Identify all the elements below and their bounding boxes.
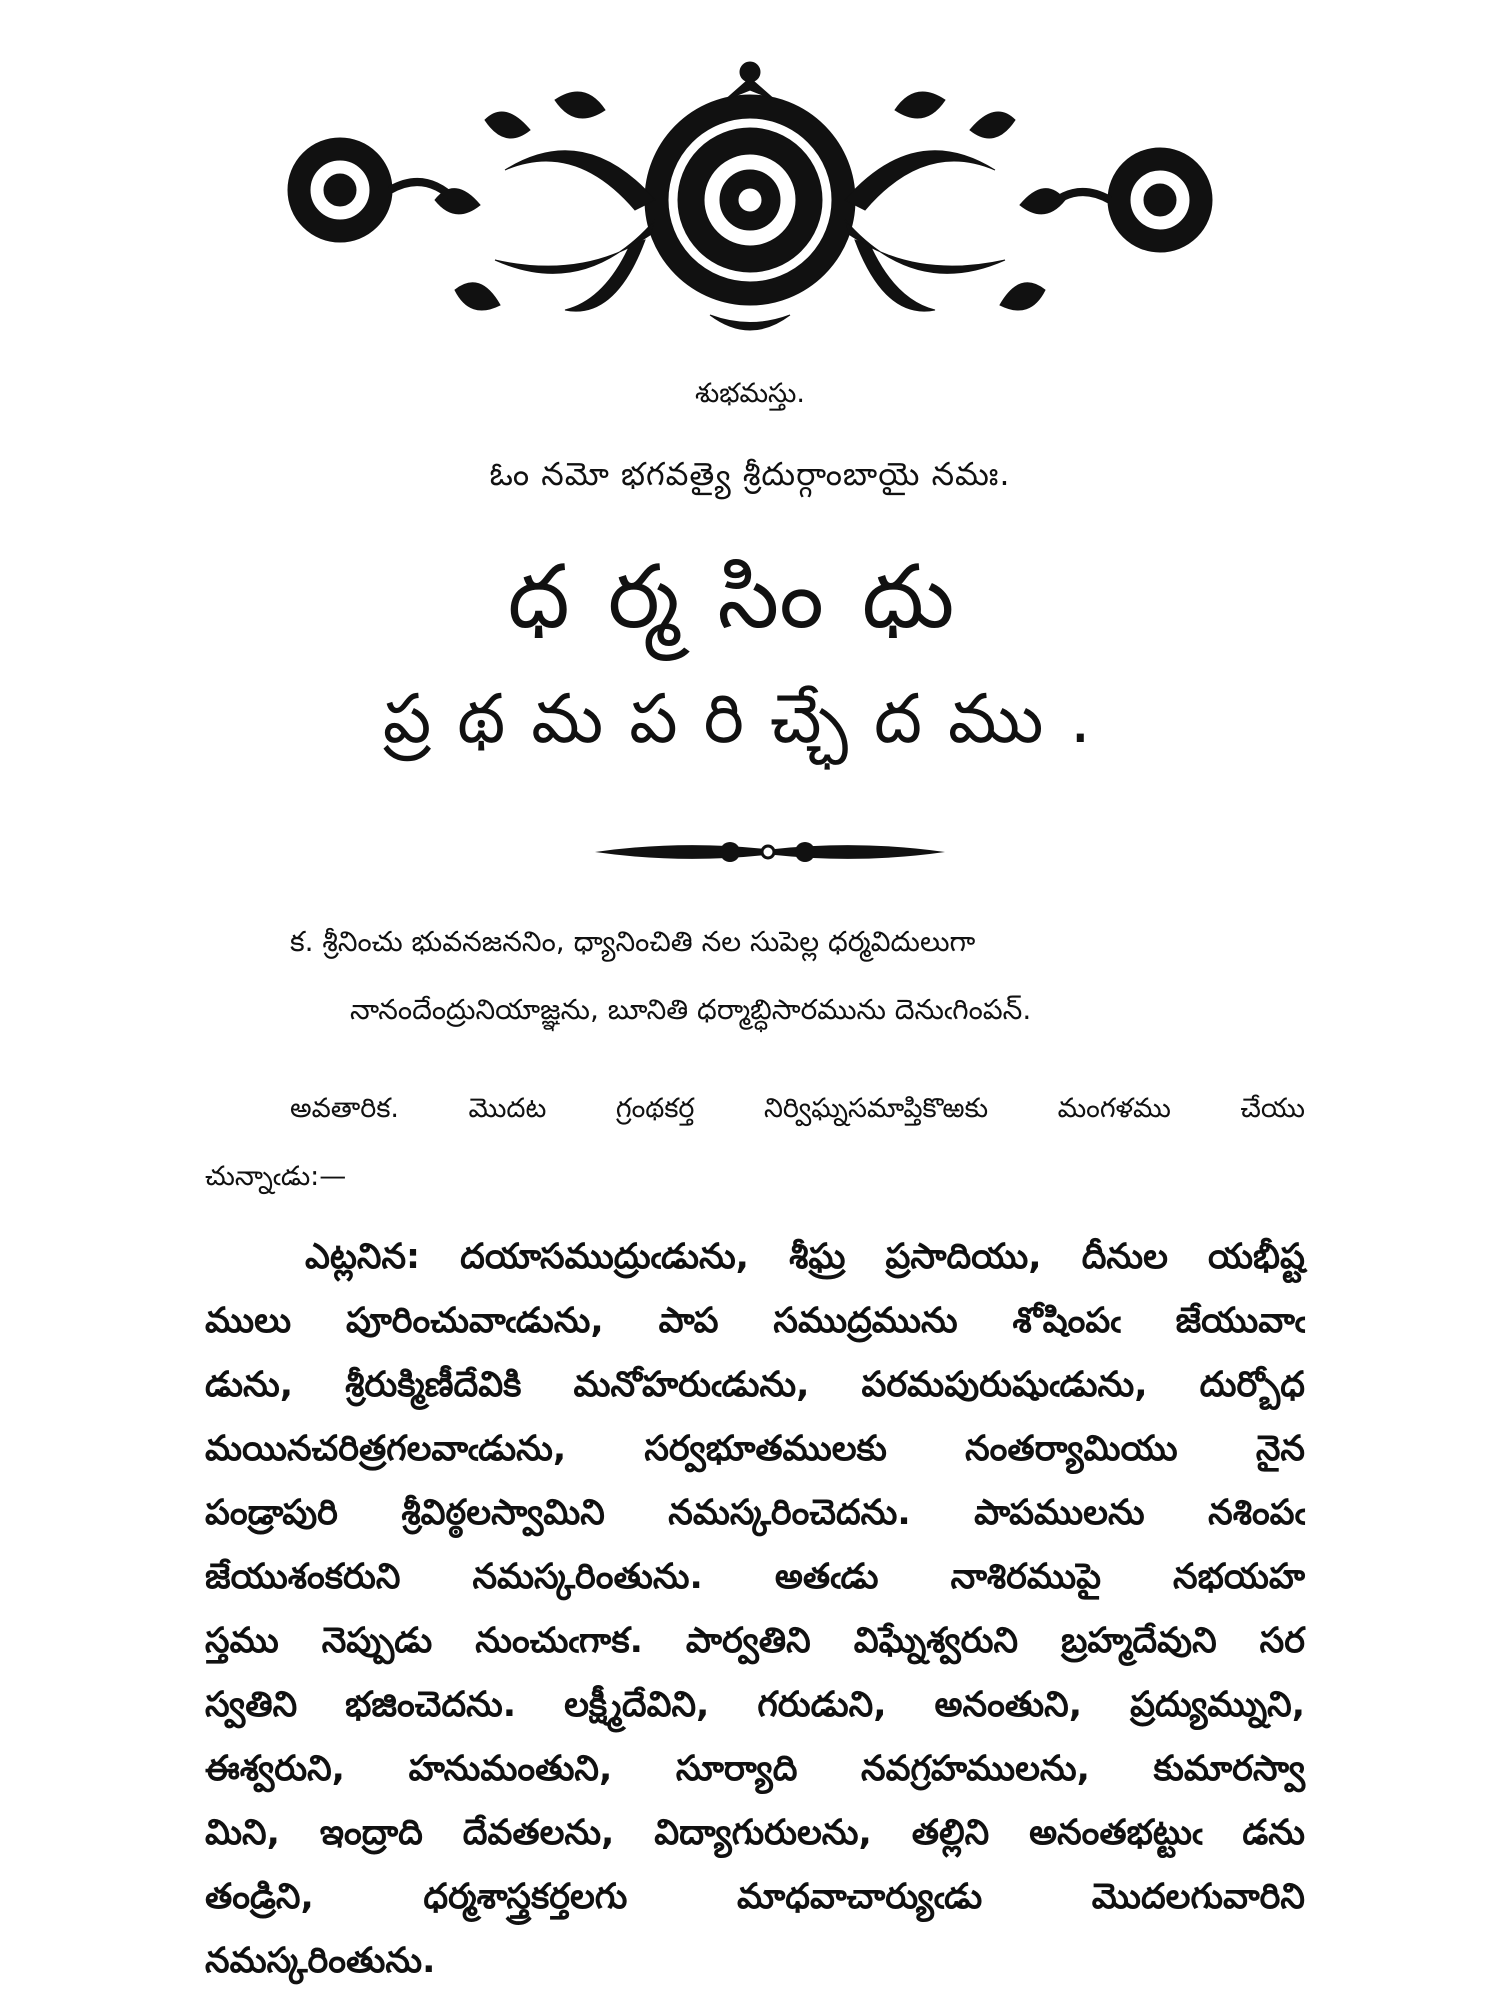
commentary-line-2: చున్నాఁడు:— bbox=[205, 1161, 347, 1192]
body-line: ములు పూరించువాఁడును, పాప సముద్రమును శోషింపఁ జేయువాఁ bbox=[205, 1301, 1305, 1341]
verse-line-1: క. శ్రీనించు భువనజననిం, ధ్యానించితి నల సుపెల్ల ధర్మవిదులుగా bbox=[290, 925, 976, 958]
commentary-line-1: అవతారిక. మొదట గ్రంథకర్త నిర్విఘ్నసమాప్తికొఱకు మంగళము చేయు bbox=[290, 1093, 1305, 1124]
invocation-text: ఓం నమో భగవత్యై శ్రీదుర్గాంబాయై నమః. bbox=[489, 455, 1011, 493]
body-line: స్తము నెప్పుడు నుంచుఁగాక. పార్వతిని విఘ్నేశ్వరుని బ్రహ్మదేవుని సర bbox=[205, 1621, 1305, 1661]
body-paragraph bbox=[205, 1225, 1305, 1993]
body-line: స్వతిని భజించెదను. లక్ష్మీదేవిని, గరుడుని, అనంతుని, ప్రద్యుమ్నుని, bbox=[205, 1685, 1305, 1725]
verse-line-2: నానందేంద్రునియాజ్ఞను, బూనితి ధర్మాబ్ధిసారమును దెనుఁగింపన్. bbox=[350, 993, 1032, 1026]
body-line: మిని, ఇంద్రాది దేవతలను, విద్యాగురులను, తల్లిని అనంతభట్టుఁ డను bbox=[205, 1813, 1305, 1853]
commentary-block bbox=[205, 1075, 1305, 1211]
body-line: తండ్రిని, ధర్మశాస్త్రకర్తలగు మాధవాచార్యుఁడు మొదలగువారిని bbox=[205, 1877, 1305, 1917]
body-line: డును, శ్రీరుక్మిణీదేవికి మనోహరుఁడును, పరమపురుషుఁడును, దుర్బోధ bbox=[205, 1365, 1305, 1405]
body-line: పండ్రాపురి శ్రీవిఠ్ఠలస్వామిని నమస్కరించెదను. పాపములను నశింపఁ bbox=[205, 1493, 1305, 1533]
body-line: నమస్కరింతును. bbox=[205, 1941, 436, 1981]
body-line: ఈశ్వరుని, హనుమంతుని, సూర్యాది నవగ్రహములను, కుమారస్వా bbox=[205, 1749, 1305, 1789]
floral-headpiece-ornament bbox=[255, 60, 1245, 350]
page-title: ధర్మసింధు bbox=[507, 545, 993, 648]
body-line: జేయుశంకరుని నమస్కరింతును. అతఁడు నాశిరముపై నభయహ bbox=[205, 1557, 1305, 1597]
body-line: మయినచరిత్రగలవాఁడును, సర్వభూతములకు నంతర్యామియు నైన bbox=[205, 1429, 1305, 1469]
divider-rule bbox=[590, 835, 950, 869]
chapter-subtitle: ప్రథమపరిచ్ఛేదము. bbox=[382, 680, 1118, 759]
blessing-text: శుభమస్తు. bbox=[695, 378, 805, 409]
body-line: ఎట్లనిన: దయాసముద్రుఁడును, శీఘ్ర ప్రసాదియు, దీనుల యభీష్ట bbox=[305, 1237, 1305, 1277]
